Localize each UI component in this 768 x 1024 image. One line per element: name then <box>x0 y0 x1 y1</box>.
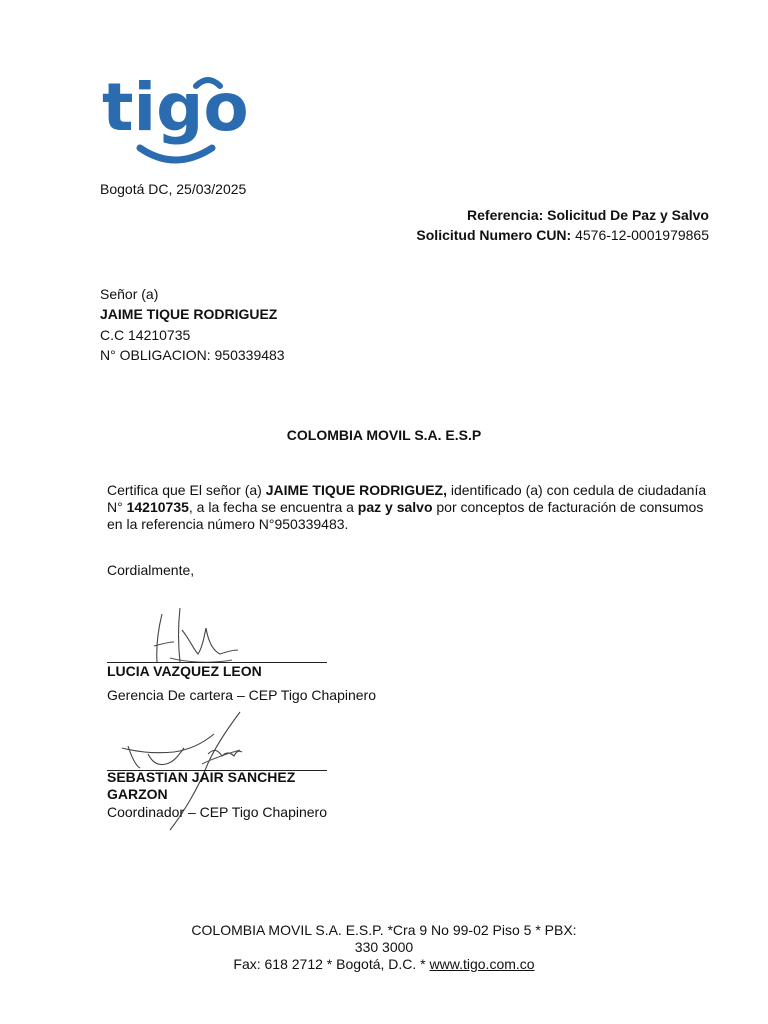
body-part-2: identificado (a) con cedula de ciudadanía N° <box>107 482 707 515</box>
signatory-1-role: Gerencia De cartera – CEP Tigo Chapinero <box>107 687 376 703</box>
footer-line-1: COLOMBIA MOVIL S.A. E.S.P. *Cra 9 No 99-02 Piso 5 * PBX: <box>191 922 577 938</box>
signatory-2-name-line2: GARZON <box>107 786 168 802</box>
footer-line-2: 330 3000 <box>354 939 414 955</box>
certification-paragraph <box>107 482 707 533</box>
signatory-2-name-line1: SEBASTIAN JAIR SANCHEZ <box>107 769 296 785</box>
tigo-logo-icon <box>100 68 249 164</box>
body-id: 14210735 <box>126 499 189 515</box>
body-part-1: Certifica que El señor (a) <box>107 482 266 498</box>
tigo-logo <box>100 68 249 164</box>
cun-label: Solicitud Numero CUN: <box>416 227 572 243</box>
signatory-2-role: Coordinador – CEP Tigo Chapinero <box>107 804 327 820</box>
company-title: COLOMBIA MOVIL S.A. E.S.P <box>286 427 482 443</box>
cun-value: 4576-12-0001979865 <box>575 227 709 243</box>
recipient-obligation: N° OBLIGACION: 950339483 <box>100 347 285 363</box>
footer-website-link[interactable]: www.tigo.com.co <box>429 956 535 972</box>
footer-fax: Fax: 618 2712 * Bogotá, D.C. * <box>233 956 430 972</box>
body-part-3: , a la fecha se encuentra a <box>188 499 358 515</box>
closing: Cordialmente, <box>107 562 195 578</box>
recipient-id: C.C 14210735 <box>100 327 191 343</box>
reference-label: Referencia: Solicitud De Paz y Salvo <box>467 207 709 223</box>
place-date: Bogotá DC, 25/03/2025 <box>100 181 247 197</box>
logo-text: tigo <box>102 69 249 146</box>
recipient-salutation: Señor (a) <box>100 286 159 302</box>
body-status: paz y salvo <box>357 499 433 515</box>
body-part-4: por conceptos de facturación de consumos en la referencia número N°950339483. <box>107 499 704 532</box>
body-name: JAIME TIQUE RODRIGUEZ, <box>265 482 447 498</box>
recipient-name: JAIME TIQUE RODRIGUEZ <box>100 306 278 322</box>
signatory-1-name: LUCIA VAZQUEZ LEON <box>107 663 262 679</box>
footer-line-3 <box>0 956 768 973</box>
reference-cun <box>416 227 709 244</box>
